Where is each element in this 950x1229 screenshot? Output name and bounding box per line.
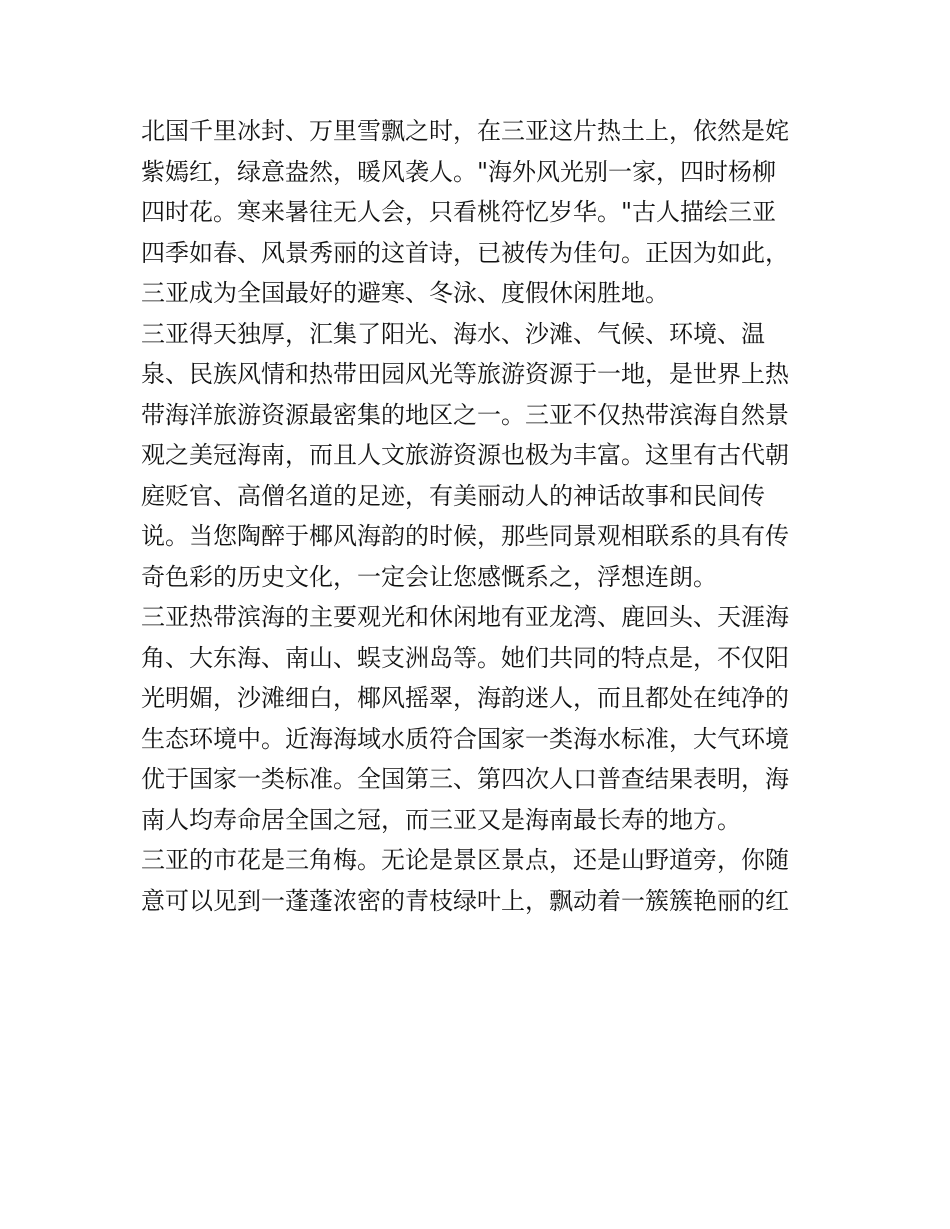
text-line: 优于国家一类标准。全国第三、第四次人口普查结果表明，海 <box>141 765 789 793</box>
text-line: 带海洋旅游资源最密集的地区之一。三亚不仅热带滨海自然景 <box>141 400 789 429</box>
text-line: 说。当您陶醉于椰风海韵的时候，那些同景观相联系的具有传 <box>141 522 789 550</box>
text-line: 三亚热带滨海的主要观光和休闲地有亚龙湾、鹿回头、天涯海 <box>141 603 789 631</box>
text-line: 紫嫣红，绿意盎然，暖风袭人。"海外风光别一家，四时杨柳 <box>141 157 777 186</box>
paragraph-3 <box>141 597 811 840</box>
paragraph-2 <box>141 314 811 598</box>
text-line: 四季如春、风景秀丽的这首诗，已被传为佳句。正因为如此， <box>141 238 789 267</box>
text-line: 生态环境中。近海海域水质符合国家一类海水标准，大气环境 <box>141 724 789 753</box>
text-line: 南人均寿命居全国之冠，而三亚又是海南最长寿的地方。 <box>141 805 741 834</box>
text-line: 角、大东海、南山、蜈支洲岛等。她们共同的特点是，不仅阳 <box>141 643 789 672</box>
paragraph-1 <box>141 111 811 314</box>
text-line: 三亚成为全国最好的避寒、冬泳、度假休闲胜地。 <box>141 279 669 307</box>
text-line: 泉、民族风情和热带田园风光等旅游资源于一地，是世界上热 <box>141 360 789 388</box>
text-line: 北国千里冰封、万里雪飘之时，在三亚这片热土上，依然是姹 <box>141 117 789 145</box>
text-line: 三亚的市花是三角梅。无论是景区景点，还是山野道旁，你随 <box>141 846 789 874</box>
document-body <box>141 111 811 921</box>
text-line: 光明媚，沙滩细白，椰风摇翠，海韵迷人，而且都处在纯净的 <box>141 684 789 712</box>
text-line: 观之美冠海南，而且人文旅游资源也极为丰富。这里有古代朝 <box>141 441 789 469</box>
text-line: 意可以见到一蓬蓬浓密的青枝绿叶上，飘动着一簇簇艳丽的红 <box>141 886 789 915</box>
text-line: 奇色彩的历史文化，一定会让您感慨系之，浮想连朗。 <box>141 562 717 591</box>
text-line: 三亚得天独厚，汇集了阳光、海水、沙滩、气候、环境、温 <box>141 319 765 348</box>
paragraph-4 <box>141 840 811 921</box>
text-line: 四时花。寒来暑往无人会，只看桃符忆岁华。"古人描绘三亚 <box>141 198 777 226</box>
text-line: 庭贬官、高僧名道的足迹，有美丽动人的神话故事和民间传 <box>141 481 765 510</box>
